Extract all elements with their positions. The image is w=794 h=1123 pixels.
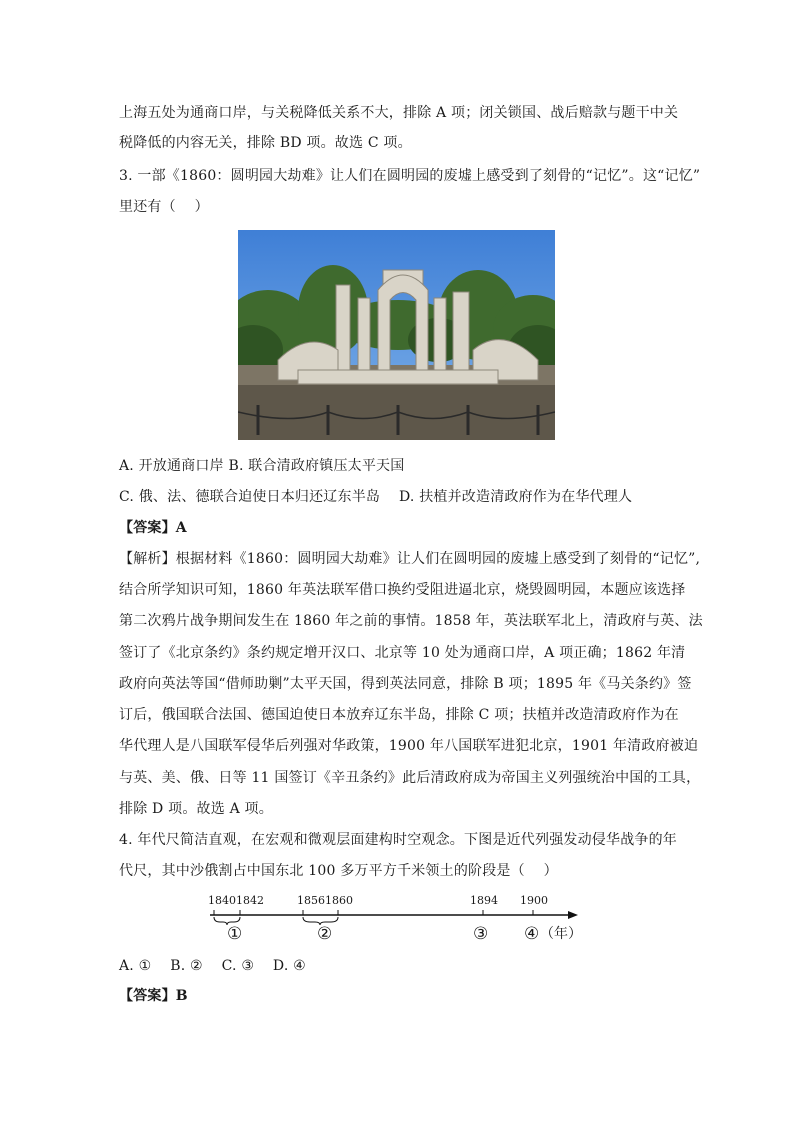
analysis-line: 订后，俄国联合法国、德国迫使日本放弃辽东半岛，排除 C 项；扶植并改造清政府作为在 xyxy=(119,707,679,723)
analysis-line: 华代理人是八国联军侵华后列强对华政策，1900 年八国联军进犯北京，1901 年清政府被迫 xyxy=(119,738,699,754)
option-line: C. 俄、法、德联合迫使日本归还辽东半岛 D. 扶植并改造清政府作为在华代理人 xyxy=(119,489,633,505)
analysis-line: 结合所学知识可知，1860 年英法联军借口换约受阻进逼北京，烧毁圆明园，本题应该选择 xyxy=(119,582,686,598)
timeline-marker: ③ xyxy=(473,924,489,944)
analysis-line: 政府向英法等国“借师助剿”太平天国，得到英法同意，排除 B 项；1895 年《马关条约》签 xyxy=(119,676,692,692)
question-3-stem: 里还有（ ） xyxy=(119,199,209,215)
timeline-marker: ④ xyxy=(524,924,540,944)
answer-label: 【答案】B xyxy=(119,988,188,1004)
timeline-marker: ① xyxy=(227,924,243,944)
option-line: A. ① B. ② C. ③ D. ④ xyxy=(119,958,306,974)
question-4-stem: 4. 年代尺简洁直观，在宏观和微观层面建构时空观念。下图是近代列强发动侵华战争的年 xyxy=(119,832,678,848)
option-line: A. 开放通商口岸 B. 联合清政府镇压太平天国 xyxy=(119,458,405,474)
analysis-line: 第二次鸦片战争期间发生在 1860 年之前的事情。1858 年，英法联军北上，清政府与英、法 xyxy=(119,613,703,629)
timeline-year: 1900 xyxy=(520,894,548,907)
timeline-marker: ② xyxy=(317,924,333,944)
text-line: 税降低的内容无关，排除 BD 项。故选 C 项。 xyxy=(119,135,412,151)
timeline-year: 1894 xyxy=(470,894,498,907)
analysis-line: 【解析】根据材料《1860：圆明园大劫难》让人们在圆明园的废墟上感受到了刻骨的“记忆”, xyxy=(119,551,701,567)
yuanmingyuan-ruins-photo xyxy=(238,230,555,440)
timeline-year: 1860 xyxy=(325,894,353,907)
analysis-line: 签订了《北京条约》条约规定增开汉口、北京等 10 处为通商口岸，A 项正确；1862 年清 xyxy=(119,645,686,661)
question-4-stem: 代尺，其中沙俄割占中国东北 100 多万平方千米领土的阶段是（ ） xyxy=(119,863,558,879)
timeline-unit: （年） xyxy=(540,926,582,942)
text-line: 上海五处为通商口岸，与关税降低关系不大，排除 A 项；闭关锁国、战后赔款与题干中关 xyxy=(119,105,679,121)
analysis-line: 排除 D 项。故选 A 项。 xyxy=(119,801,273,817)
question-3-stem: 3. 一部《1860：圆明园大劫难》让人们在圆明园的废墟上感受到了刻骨的“记忆”。这“记忆” xyxy=(119,168,701,184)
answer-label: 【答案】A xyxy=(119,520,187,536)
timeline-year: 1842 xyxy=(236,894,264,907)
timeline-diagram xyxy=(200,890,600,946)
timeline-year: 1856 xyxy=(297,894,325,907)
timeline-year: 1840 xyxy=(208,894,236,907)
analysis-line: 与英、美、俄、日等 11 国签订《辛丑条约》此后清政府成为帝国主义列强统治中国的工具， xyxy=(119,770,701,786)
